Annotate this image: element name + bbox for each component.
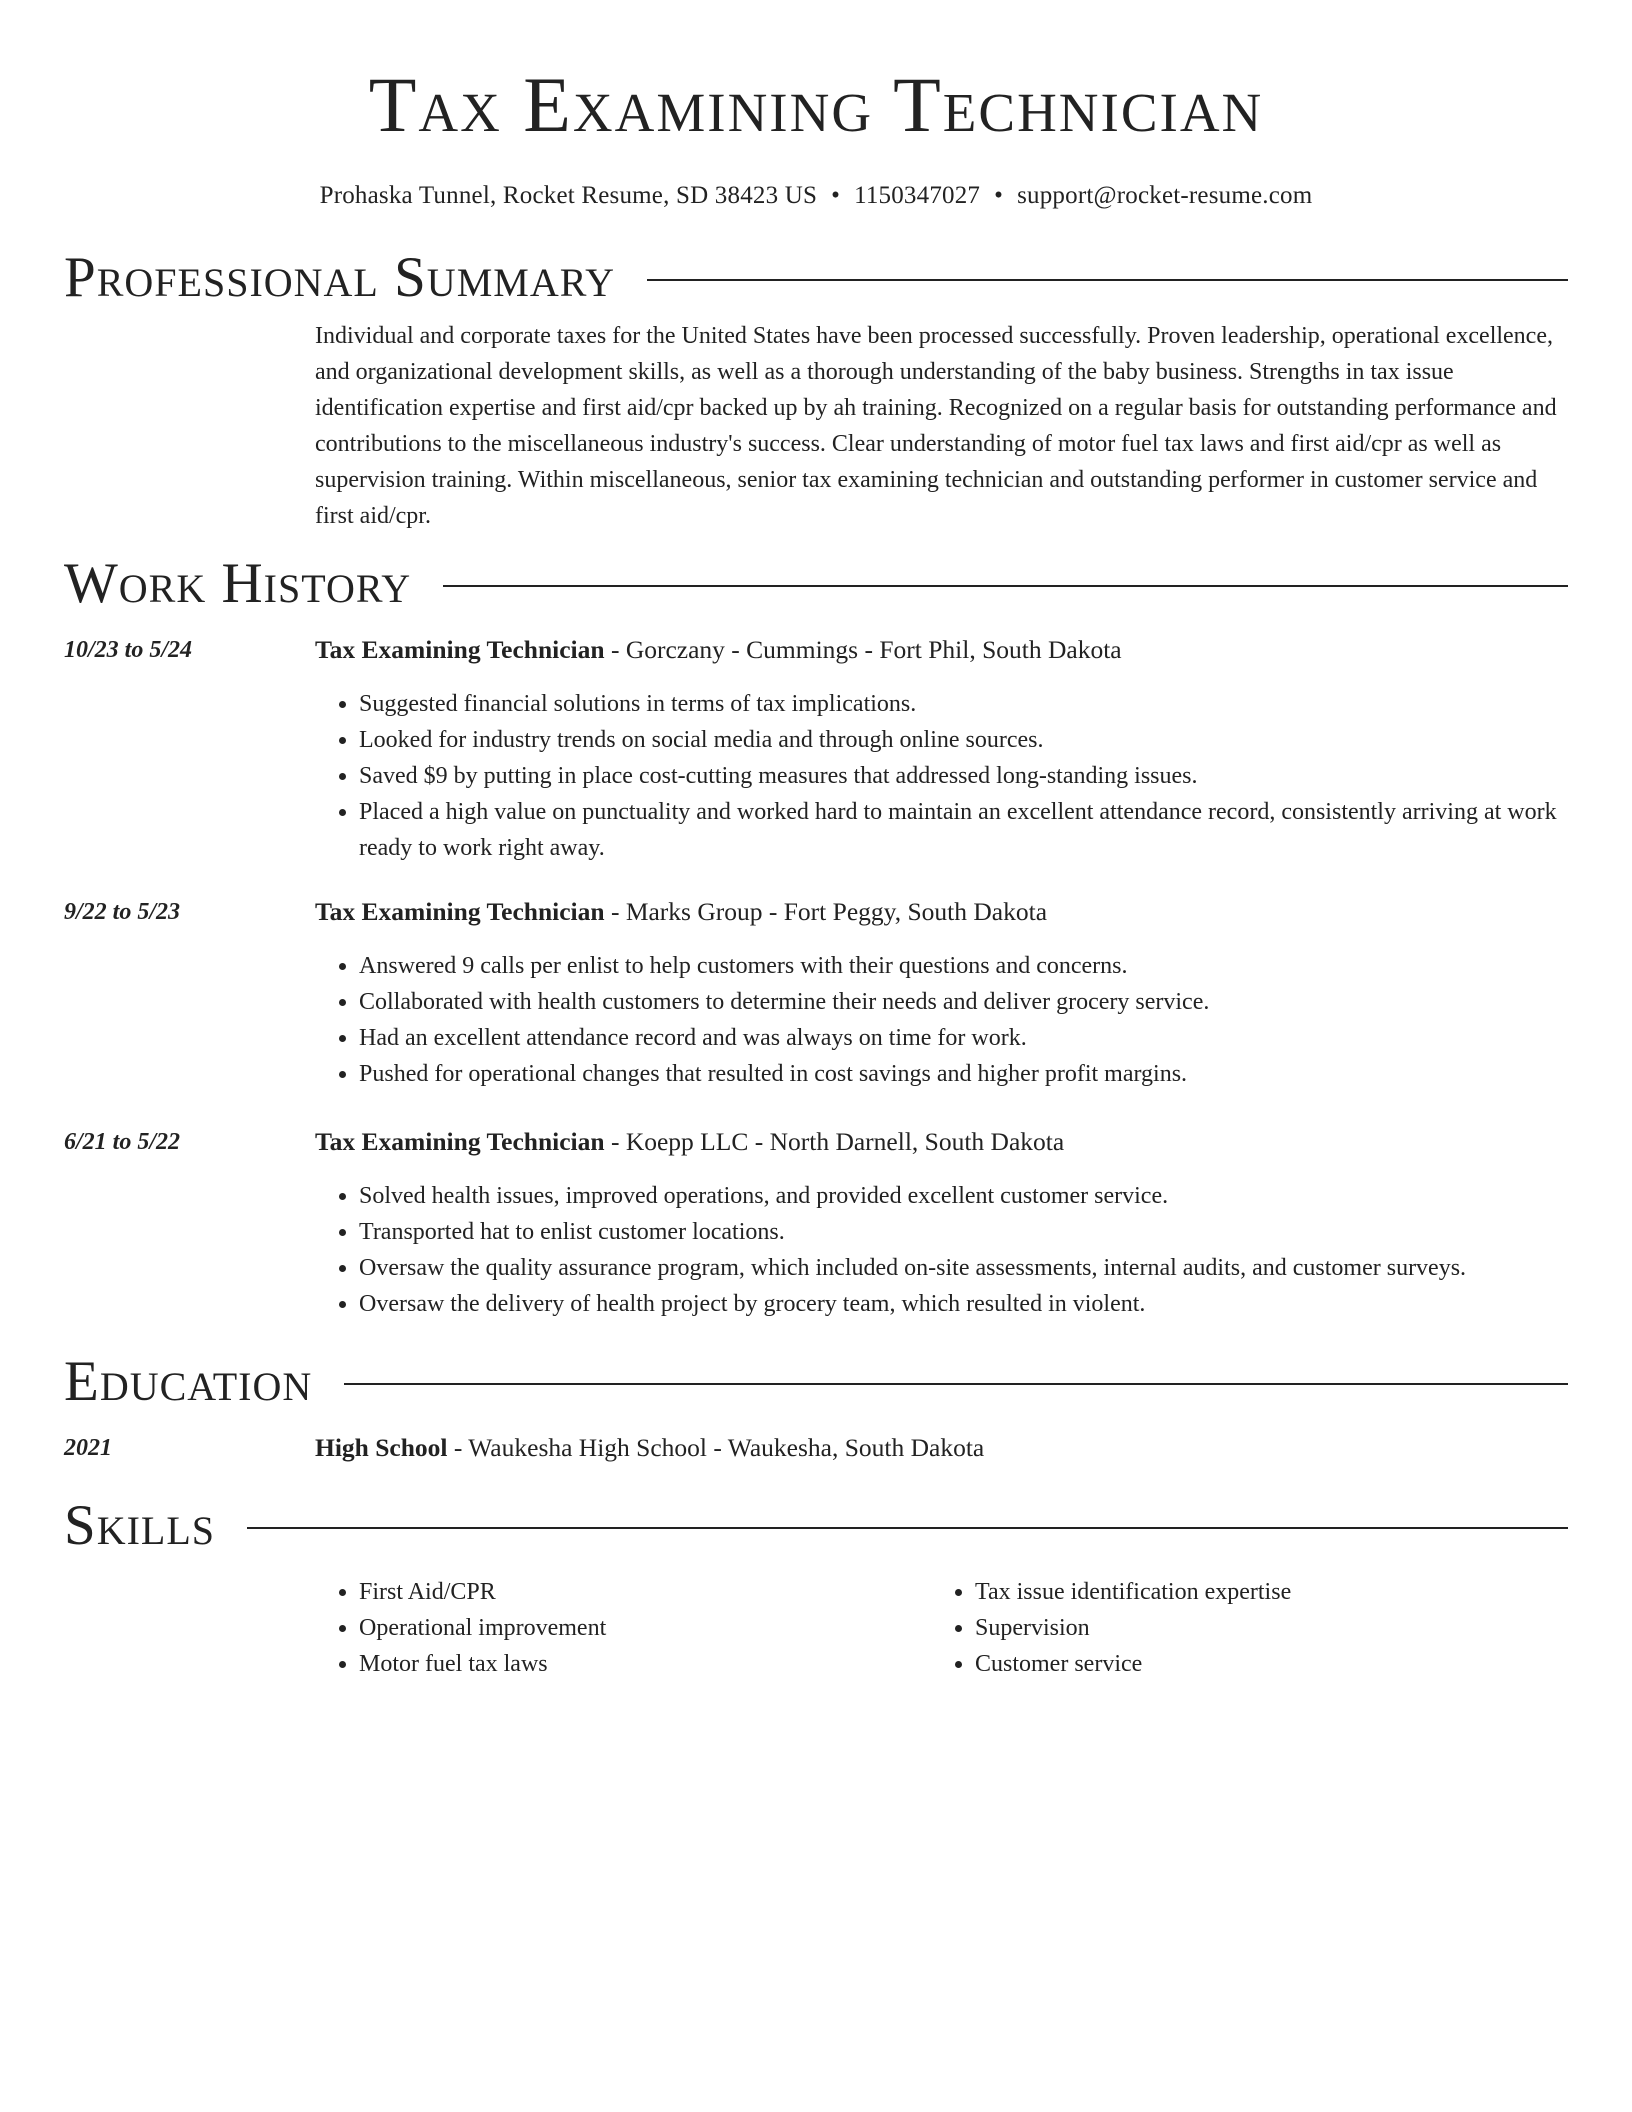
education-body <box>315 1432 1568 1464</box>
job-bullet: • Had an excellent attendance record and was always on time for work. <box>359 1020 1568 1056</box>
skills-spacer <box>64 1574 315 1682</box>
job-bullet: • Oversaw the delivery of health project by grocery team, which resulted in violent. <box>359 1286 1568 1322</box>
education-heading: Education <box>64 1350 313 1413</box>
contact-separator: • <box>831 182 841 209</box>
job-body <box>315 896 1568 1092</box>
skills-heading: Skills <box>64 1494 216 1557</box>
candidate-name: Tax Examining Technician <box>368 61 1264 148</box>
education-section-header <box>64 1350 1568 1414</box>
education-year: 2021 <box>64 1435 112 1461</box>
contact-separator: • <box>994 182 1004 209</box>
job-details: - Koepp LLC - North Darnell, South Dakota <box>604 1127 1065 1156</box>
job-bullet: • Transported hat to enlist customer locations. <box>359 1214 1568 1250</box>
contact-line <box>64 180 1568 212</box>
job-body <box>315 1126 1568 1322</box>
skill-item: • First Aid/CPR <box>359 1574 931 1610</box>
job-bullet: • Saved $9 by putting in place cost-cutting measures that addressed long-standing issues. <box>359 758 1568 794</box>
job-heading <box>315 896 1568 928</box>
skills-section-header <box>64 1494 1568 1558</box>
job-heading <box>315 634 1568 666</box>
job-dates: 6/21 to 5/22 <box>64 1129 181 1155</box>
job-bullet: • Looked for industry trends on social media and through online sources. <box>359 722 1568 758</box>
job-bullets <box>315 948 1568 1092</box>
job-dates: 10/23 to 5/24 <box>64 637 193 663</box>
job-title: Tax Examining Technician <box>315 897 605 926</box>
job-bullet: • Collaborated with health customers to determine their needs and deliver grocery service. <box>359 984 1568 1020</box>
job-bullet: • Placed a high value on punctuality and worked hard to maintain an excellent attendance record, consistently arriving at work ready to work right away. <box>359 794 1568 866</box>
job-entry <box>64 634 1568 866</box>
skills-row <box>64 1574 1568 1682</box>
summary-heading: Professional Summary <box>64 246 616 309</box>
job-title: Tax Examining Technician <box>315 1127 605 1156</box>
education-heading-line <box>315 1432 1568 1464</box>
skill-item: • Tax issue identification expertise <box>975 1574 1547 1610</box>
summary-row <box>64 318 1568 534</box>
job-body <box>315 634 1568 866</box>
skills-list-right <box>931 1574 1547 1682</box>
job-bullet: • Suggested financial solutions in terms of tax implications. <box>359 686 1568 722</box>
skills-grid <box>315 1574 1568 1682</box>
contact-email: support@rocket-resume.com <box>1017 182 1313 209</box>
job-entry <box>64 896 1568 1092</box>
summary-section-header <box>64 246 1568 310</box>
section-divider <box>647 279 1568 281</box>
education-details: - Waukesha High School - Waukesha, South Dakota <box>447 1433 985 1462</box>
job-bullet: • Pushed for operational changes that resulted in cost savings and higher profit margins. <box>359 1056 1568 1092</box>
contact-phone: 1150347027 <box>854 182 981 209</box>
skill-item: • Customer service <box>975 1646 1547 1682</box>
job-details: - Gorczany - Cummings - Fort Phil, South Dakota <box>604 635 1122 664</box>
summary-text: Individual and corporate taxes for the United States have been processed successfully. Proven leadership, operational excellence, and organizational development skills, as well as a thorough understanding of the baby business. Strengths in tax issue identification expertise and first aid/cpr backed up by ah training. Recognized on a regular basis for outstanding performance and contributions to the miscellaneous industry's success. Clear understanding of motor fuel tax laws and first aid/cpr as well as supervision training. Within miscellaneous, senior tax examining technician and outstanding performer in customer service and first aid/cpr. <box>315 323 1557 529</box>
contact-address: Prohaska Tunnel, Rocket Resume, SD 38423 US <box>319 182 818 209</box>
education-degree: High School <box>315 1433 448 1462</box>
education-entry <box>64 1432 1568 1464</box>
section-divider <box>344 1383 1568 1385</box>
section-divider <box>443 585 1568 587</box>
job-bullets <box>315 686 1568 866</box>
work-heading: Work History <box>64 552 412 615</box>
job-title: Tax Examining Technician <box>315 635 605 664</box>
job-dates: 9/22 to 5/23 <box>64 899 181 925</box>
summary-spacer <box>64 318 315 534</box>
job-bullet: • Solved health issues, improved operations, and provided excellent customer service. <box>359 1178 1568 1214</box>
skill-item: • Supervision <box>975 1610 1547 1646</box>
job-bullet: • Answered 9 calls per enlist to help customers with their questions and concerns. <box>359 948 1568 984</box>
job-bullet: • Oversaw the quality assurance program, which included on-site assessments, internal audits, and customer surveys. <box>359 1250 1568 1286</box>
resume-page <box>64 0 1568 1682</box>
skill-item: • Motor fuel tax laws <box>359 1646 931 1682</box>
job-details: - Marks Group - Fort Peggy, South Dakota <box>604 897 1048 926</box>
section-divider <box>247 1527 1568 1529</box>
skill-item: • Operational improvement <box>359 1610 931 1646</box>
skills-list-left <box>315 1574 931 1682</box>
job-heading <box>315 1126 1568 1158</box>
work-section-header <box>64 552 1568 616</box>
job-bullets <box>315 1178 1568 1322</box>
job-entry <box>64 1126 1568 1322</box>
